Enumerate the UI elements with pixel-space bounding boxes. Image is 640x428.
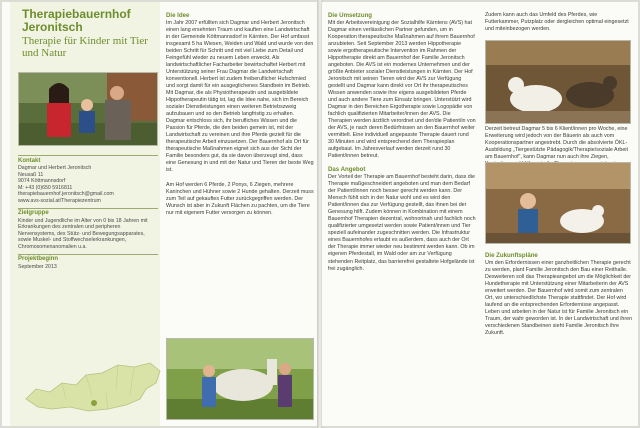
divider <box>18 208 158 209</box>
zukunftsplaene-text: Um den Erfordernissen einer ganzheitlichen Therapie gerecht zu werden, plant Familie Jeronitsch den Bau einer Reithalle. Desweiteren soll das Therapieangebot um die Möglichkeit der Hundetherapie mit Unterstützung einer Mitarbeiterin der AVS erweitert werden. Der Bauernhof wird somit zum zentralen Ort, wo unterschiedlichste Therapie stattfindet. Der Hof wird laufend an die entsprechenden Erfordernisse angepasst. Leben und arbeiten in der Natur ist für Familie Jeronitsch ein Traum, der wahr geworden ist. In der Landwirtschaft und ihren verschiedenen Standbeinen sieht Familie Jeronitsch ihre Zukunft. <box>485 259 633 336</box>
right-text-2: Derzeit betreut Dagmar 5 bis 6 Klient/innen pro Woche, eine Erweiterung wird jedoch von der Bäuerin als auch vom Kooperationspartner angestrebt. Durch die absolvierte ÖKL-Ausbildung „Tiergestützte Pädagogik/Therapie/soziale Arbeit am Bauernhof“, kann Dagmar nun auch ihre Ziegen, <box>485 126 628 161</box>
kontakt-phone: M: +43 (0)650 5916811 <box>18 184 73 191</box>
angebot-heading: Das Angebot <box>328 166 366 174</box>
austria-map <box>22 359 164 419</box>
brand-title: Therapiebauernhof Jeronitsch <box>22 7 131 34</box>
horse-therapy-image <box>167 339 314 420</box>
left-page <box>2 2 319 426</box>
brand-subtitle: Therapie für Kinder mit Tier und Natur <box>22 35 148 59</box>
angebot-text: Der Vorteil der Therapie am Bauernhof besteht darin, dass die Therapie maßgeschneidert angeboten und man dem Bedarf der Patient/innen noch besser gerecht werden kann. Der Mensch fühlt sich in der Natur wohl und es wird den Patient/innen das zur Verfügung gestellt, das ihnen bei der Genesung hilft. Zudem können in Kombination mit einem Bauernhof Therapien dezentral, wohnortnah und fachlich noch qualifizierter umgesetzt werden sowie Patient/innen und Tier speziell aufeinander zugeschnitten werden. Die Infrastruktur eines Bauernhofes erlaubt es außerdem, dass auch der Ort der Therapie immer wieder neu bestimmt werden kann. Ob im eigenen Pferdestall, im Wald oder am zur Verfügung stehenden Reitplatz, das barrierefrei gestaltete Hofgelände ist frei zugänglich. <box>328 173 476 272</box>
projektbeginn-value: September 2013 <box>18 263 57 270</box>
divider <box>18 254 158 255</box>
children-animals-image <box>486 163 631 244</box>
family-photo <box>18 72 158 146</box>
zukunftsplaene-heading: Die Zukunftspläne <box>485 252 538 259</box>
kontakt-heading: Kontakt <box>18 157 41 164</box>
kontakt-city: 9074 Köttmannsdorf <box>18 178 66 185</box>
divider <box>18 155 158 156</box>
kontakt-website-link[interactable]: www.avs-sozial.at/Therapiezentrum <box>18 197 101 204</box>
idee-paragraph-1: Im Jahr 2007 erfüllten sich Dagmar und Herbert Jeronitsch einen lang ersehnten Traum und kauften eine Landwirtschaft in der Gemeinde Köttmannsdorf in Kärnten. Der Hof umfasst insgesamt 5 ha Wiesen, Weiden und Wald und wurde von den beiden Schritt für Schritt und mit viel Liebe zum Detail und Feingefühl wieder zu neuem Leben erweckt. Als landwirtschaftlicher Facharbeiter bewirtschaftet Herbert mit Unterstützung seiner Frau Dagmar die Landwirtschaft konventionell. Herbert ist zudem freiberuflicher Hufschmied und sorgt damit für ein ausgeglichenes Standbein im Betrieb. Mit Dagmar, die als Physiotherapeutin und ausgebildete Hippotherapeutin tätig ist, lag die Idee nahe, sich im Bereich sozialer Dienstleistungen einen weiteren Betriebszweig aufzubauen und so den Betrieb langfristig zu erhalten. Dagmar entschloss sich, ihr berufliches Wissen und die Passion für Pferde, die den beiden gemein ist, mit der Landwirtschaft zu vereinen und ihre Pferde gezielt für die therapeutische Arbeit einzusetzen. Der Bauernhof als Ort für therapeutische Maßnahmen eignet sich aus der Sicht der Familie besonders gut, da sie davon überzeugt sind, dass eine Genesung in und mit der Natur und Tieren der beste Weg ist. <box>166 19 314 174</box>
children-animals-photo <box>485 162 631 244</box>
column-umsetzung <box>328 12 476 422</box>
projektbeginn-heading: Projektbeginn <box>18 256 59 263</box>
idee-heading: Die Idee <box>166 12 190 19</box>
location-marker-icon <box>91 400 97 406</box>
family-photo-image <box>19 73 158 146</box>
column-zukunftsplaene <box>485 252 633 422</box>
info-sidebar <box>10 2 160 426</box>
right-page <box>322 2 638 426</box>
zielgruppe-text: Kinder und Jugendliche im Alter von 0 bis 18 Jahren mit Erkrankungen des zentralen und peripheren Nervensystems, des Stütz- und Bewegungsapparates, sowie Muskel- und Stoffwechselerkrankungen, Chromosomenanomalien u.a. <box>18 217 148 250</box>
horse-therapy-photo <box>166 338 314 420</box>
zielgruppe-heading: Zielgruppe <box>18 210 49 217</box>
kontakt-name: Dagmar und Herbert Jeronitsch <box>18 165 92 171</box>
kontakt-email-link[interactable]: therapiebauernhof.jeronitsch@gmail.com <box>18 191 114 198</box>
umsetzung-heading: Die Umsetzung <box>328 12 373 19</box>
goat-photo <box>485 40 631 124</box>
idee-paragraph-2: Am Hof werden 6 Pferde, 2 Ponys, 6 Ziegen, mehrere Kaninchen und Hühner sowie 2 Hunde gehalten. Derzeit muss zum Teil auf gekauftes Futter zurückgegriffen werden. Der Wunsch ist aber in Zukunft Flächen zu pachten, um die Tiere nur mit eigenem Futter versorgen zu können. <box>166 181 314 216</box>
kontakt-street: Neusaß 11 <box>18 171 44 178</box>
right-text-1: Zudem kann auch das Umfeld des Pferdes, wie Futterkammer, Putzplatz oder dergleichen optimal eingesetzt und miteinbezogen werden. <box>485 12 629 33</box>
goat-image <box>486 41 631 124</box>
umsetzung-text: Mit der Arbeitsvereinigung der Sozialhilfe Kärntens (AVS) hat Dagmar einen verlässlichen Partner gefunden, um in Kooperation therapeutische Maßnahmen auf ihrem Bauernhof anzubieten. Seit September 2013 werden Hippotherapie sowie ergotherapeutische Intervention im Rahmen der Hippotherapie direkt am Bauernhof der Familie Jeronitsch angeboten. Die AVS ist ein modernes Unternehmen und der größte Anbieter sozialer Dienstleistungen in Kärnten. Der Hof Jeronitsch mit seinen Tieren wird der AVS zur Verfügung gestellt und Dagmar kann direkt vor Ort ihr therapeutisches Wissen anwenden sowie ihre eigens ausgebildeten Pferde und auch andere Tiere zum Einsatz bringen. Unterstützt wird Dagmar in den Bereichen Ergotherapie sowie Logopädie von fachlich qualifizierten Mitarbeiter/innen der AVS. Die Therapien werden ärztlich verordnet und der/die Patient/in von der AVS, je nach deren Bedürfnissen an den Bauernhof weiter vermittelt. Eine individuell angepasste Therapie dauert rund 30 Minuten und wird entsprechend dem Therapieplan aufgebaut. Im Jahresverlauf werden derzeit rund 30 Patient/innen betreut. <box>328 19 476 160</box>
